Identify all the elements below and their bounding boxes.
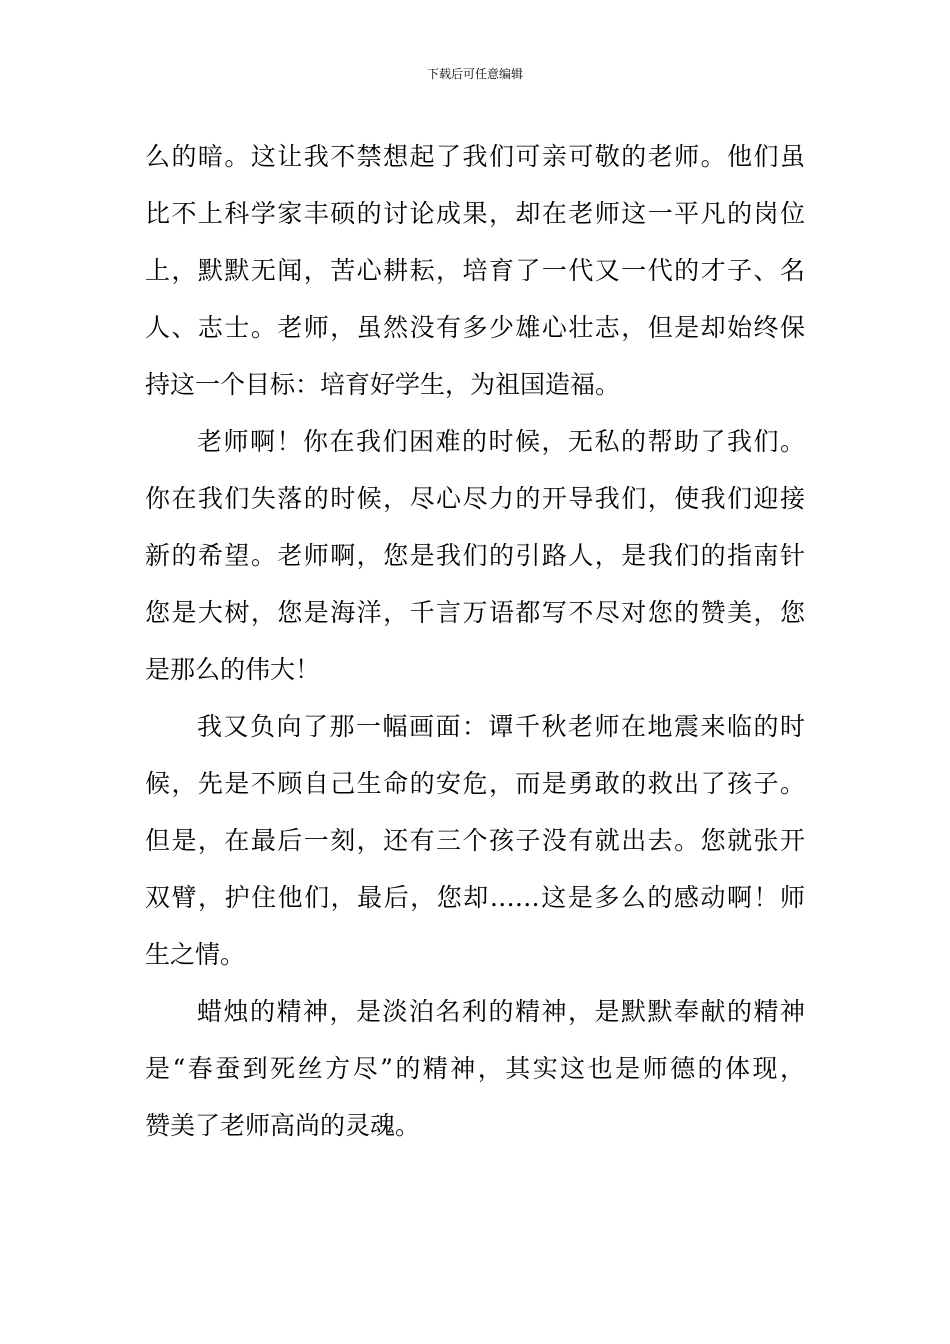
text-line: 你在我们失落的时候，尽心尽力的开导我们，使我们迎接 bbox=[145, 484, 805, 513]
text-line: 新的希望。老师啊，您是我们的引路人，是我们的指南针 bbox=[145, 541, 805, 570]
text-line: 比不上科学家丰硕的讨论成果，却在老师这一平凡的岗位 bbox=[145, 199, 805, 228]
text-line: 候，先是不顾自己生命的安危，而是勇敢的救出了孩子。 bbox=[145, 769, 805, 798]
body-text bbox=[145, 128, 805, 1154]
text-line: 蜡烛的精神，是淡泊名利的精神，是默默奉献的精神 bbox=[197, 997, 805, 1026]
text-line: 赞美了老师高尚的灵魂。 bbox=[145, 1111, 421, 1140]
text-line: 老师啊！你在我们困难的时候，无私的帮助了我们。 bbox=[197, 427, 805, 456]
text-line: 么的暗。这让我不禁想起了我们可亲可敬的老师。他们虽 bbox=[145, 142, 805, 171]
text-line: 您是大树，您是海洋，千言万语都写不尽对您的赞美，您 bbox=[145, 598, 805, 627]
text-line: 是“春蚕到死丝方尽”的精神，其实这也是师德的体现， bbox=[145, 1054, 805, 1083]
text-line: 但是，在最后一刻，还有三个孩子没有就出去。您就张开 bbox=[145, 826, 805, 855]
text-line: 我又负向了那一幅画面：谭千秋老师在地震来临的时 bbox=[197, 712, 805, 741]
text-line: 生之情。 bbox=[145, 940, 246, 969]
text-line: 人、志士。老师，虽然没有多少雄心壮志，但是却始终保 bbox=[145, 313, 805, 342]
text-line: 双臂，护住他们，最后，您却……这是多么的感动啊！师 bbox=[145, 883, 805, 912]
page-header: 下载后可任意编辑 bbox=[426, 67, 523, 81]
text-line: 持这一个目标：培育好学生，为祖国造福。 bbox=[145, 370, 621, 399]
text-line: 上，默默无闻，苦心耕耘，培育了一代又一代的才子、名 bbox=[145, 256, 805, 285]
text-line: 是那么的伟大！ bbox=[145, 655, 321, 684]
